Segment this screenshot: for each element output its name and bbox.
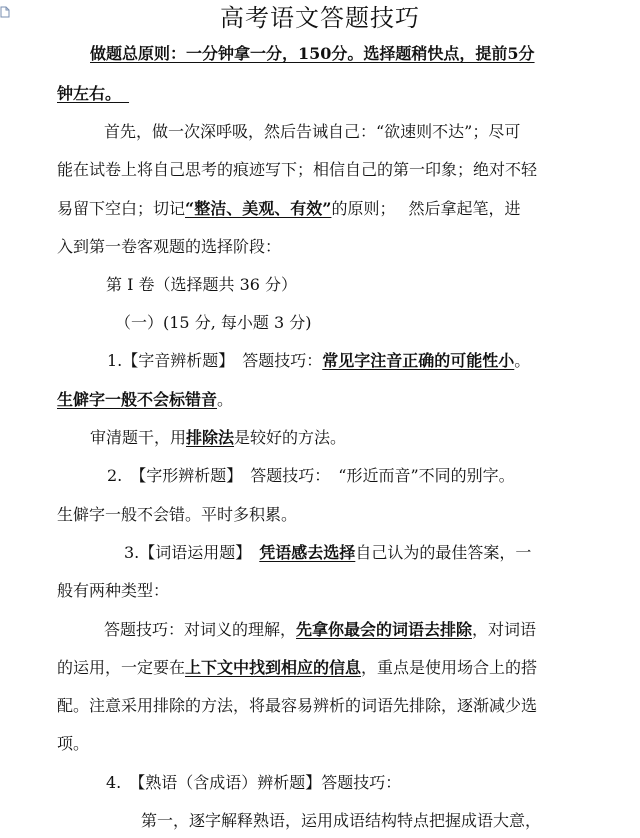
text-segment: 上下文中找到相应的信息 [185,658,362,677]
text-segment [113,84,129,103]
text-line [107,351,530,371]
text-segment: 。 [217,390,234,409]
text-segment: ，重点是使用场合上的搭 [361,658,538,677]
text-line [57,84,129,104]
text-segment: 做题总原则：一分钟拿一分，150分。选择题稍快点，提前5分 [90,44,535,63]
text-segment: ，对词语 [472,620,537,639]
text-segment: 首先，做一次深呼吸，然后告诫自己：“欲速则不达”；尽可 [104,122,521,141]
text-line [115,313,311,333]
text-line [57,390,233,410]
text-line [57,734,89,754]
text-segment: 的原则； 然后拿起笔，进 [331,199,521,218]
text-line [141,811,541,831]
text-segment: 4. 【熟语（含成语）辨析题】答题技巧： [106,773,402,792]
text-segment: 项。 [57,734,90,753]
text-segment: 般有两种类型： [57,581,170,600]
text-segment: 3.【词语运用题】 [124,543,244,562]
document-title: 高考语文答题技巧 [220,4,420,32]
text-segment: 先拿你最会的词语去排除 [296,620,473,639]
text-segment: 入到第一卷客观题的选择阶段： [57,237,282,256]
text-segment: 第一，逐字解释熟语，运用成语结构特点把握成语大意， [141,811,542,830]
text-segment: 2. 【字形辨析题】 答题技巧： “形近而音”不同的别字。 [107,466,515,485]
text-line [57,237,281,257]
text-segment: 是较好的方法。 [234,428,347,447]
text-segment: 的运用，一定要在 [57,658,186,677]
text-segment [243,543,259,562]
text-segment: 钟左右。 [57,84,114,103]
text-line [106,773,401,793]
text-segment: 易留下空白；切记 [57,199,186,218]
text-segment: 凭语感去选择 [259,543,356,562]
text-line [106,275,297,295]
text-segment: 生僻字一般不会错。平时多积累。 [57,505,298,524]
text-line [90,428,346,448]
text-line [104,122,520,142]
text-segment: 。 [514,351,531,370]
text-line [57,581,169,601]
text-segment: 配。注意采用排除的方法，将最容易辨析的词语先排除，逐渐减少选 [57,696,538,715]
text-segment: 常见字注音正确的可能性小 [322,351,515,370]
text-line [104,620,536,640]
text-line [90,44,535,64]
text-segment: 第 I 卷（选择题共 36 分） [106,275,298,294]
text-line [124,543,531,563]
text-segment: 能在试卷上将自己思考的痕迹写下；相信自己的第一印象；绝对不轻 [57,160,538,179]
text-line [57,505,297,525]
text-segment: 排除法 [186,428,235,447]
text-segment: “整洁、美观、有效” [185,199,332,218]
text-segment: 答题技巧：对词义的理解， [104,620,297,639]
text-segment: （一）(15 分, 每小题 3 分) [115,313,312,332]
text-segment: 生僻字一般不会标错音 [57,390,218,409]
text-line [57,160,537,180]
text-line [57,658,537,678]
text-line [57,696,537,716]
text-segment: 审清题干，用 [90,428,187,447]
text-line [57,199,521,219]
text-segment: 1.【字音辨析题】 答题技巧： [107,351,323,370]
text-line [107,466,515,486]
text-segment: 自己认为的最佳答案，一 [355,543,532,562]
